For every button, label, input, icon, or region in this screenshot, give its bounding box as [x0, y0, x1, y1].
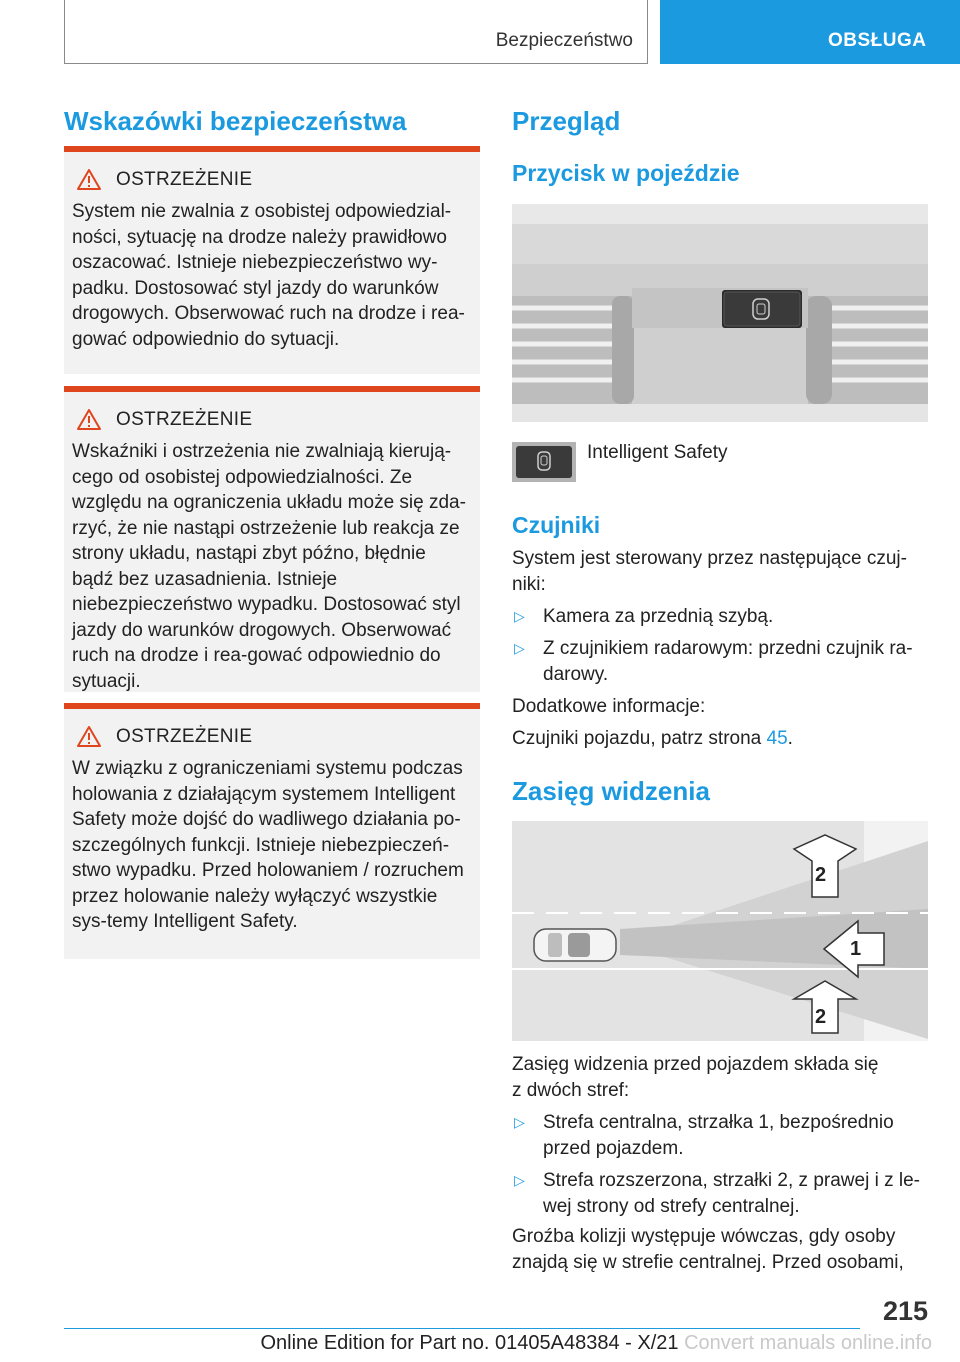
footer-rule — [64, 1328, 860, 1329]
list-item-text: Z czujnikiem radarowym: przedni czujnik ra-darowy. — [543, 638, 913, 685]
warning-label: OSTRZEŻENIE — [116, 168, 253, 190]
edition-text: Online Edition for Part no. 01405A48384 - X/21 — [260, 1332, 679, 1354]
car-icon — [534, 929, 616, 961]
watermark-text: Convert manuals online.info — [684, 1332, 932, 1354]
section-title: Bezpieczeństwo — [495, 30, 633, 51]
warning-text: W związku z ograniczeniami systemu podczas holowania z działającym systemem Intelligent Safety może dojść do wadliwego działania po-szczególnych funkcji. Istnieje niebezpieczeń-stwo wypadku. Przed holowaniem / rozruchem przez holowanie należy wyłączyć wszystkie sys-temy Intelligent Safety. — [72, 758, 464, 932]
warning-box-2 — [64, 386, 480, 692]
warning-label: OSTRZEŻENIE — [116, 408, 253, 430]
warning-text: System nie zwalnia z osobistej odpowiedzial-ności, sytuację na drodze należy prawidłowo oszacować. Istnieje niebezpieczeństwo wy-padku. Dostosować styl jazdy do warunków drogowych. Obserwować ruch na drodze i rea-gować odpowiednio do sytuacji. — [72, 201, 465, 350]
page-link[interactable]: 45 — [766, 728, 788, 749]
safety-notes-heading: Wskazówki bezpieczeństwa — [64, 106, 407, 136]
warning-triangle-icon — [76, 408, 102, 431]
reference-punctuation: . — [787, 728, 793, 749]
arrow-label: 2 — [815, 864, 827, 886]
closing-paragraph: Groźba kolizji występuje wówczas, gdy osoby znajdą się w strefie centralnej. Przed osobami, — [512, 1226, 904, 1273]
warning-triangle-icon — [76, 168, 102, 191]
warning-label: OSTRZEŻENIE — [116, 725, 253, 747]
list-item-text: Kamera za przednią szybą. — [543, 606, 774, 627]
bullet-triangle-icon: ▷ — [514, 640, 525, 656]
list-item-text: Strefa rozszerzona, strzałki 2, z prawej i z le-wej strony od strefy centralnej. — [543, 1170, 920, 1217]
button-caption: Intelligent Safety — [587, 442, 728, 463]
footer-edition — [64, 1332, 932, 1355]
bullet-triangle-icon: ▷ — [514, 1114, 525, 1130]
warning-text: Wskaźniki i ostrzeżenia nie zwalniają kierują-cego od osobistej odpowiedzialności. Ze względu na ograniczenia układu może się zda-rzyć, że nie nastąpi ostrzeżenie lub reakcja ze strony układu, nastąpi zbyt późno, błędnie bądź bez uzasadnienia. Istnieje niebezpieczeństwo wypadku. Dostosować styl jazdy do warunków drogowych. Obserwować ruch na drodze i rea-gować odpowiednio do sytuacji. — [72, 441, 466, 692]
intelligent-safety-button-icon — [512, 442, 576, 482]
reference-text: Czujniki pojazdu, patrz strona — [512, 728, 767, 749]
field-of-view-diagram — [512, 821, 928, 1041]
warning-box-3 — [64, 703, 480, 959]
dashboard-button-photo — [512, 204, 928, 422]
sensors-intro: System jest sterowany przez następujące czuj-niki: — [512, 548, 907, 595]
more-info-label: Dodatkowe informacje: — [512, 696, 706, 717]
list-item-text: Strefa centralna, strzałka 1, bezpośrednio przed pojazdem. — [543, 1112, 894, 1159]
list-item — [512, 1168, 928, 1219]
sensors-heading: Czujniki — [512, 512, 601, 538]
page-number: 215 — [882, 1296, 928, 1326]
field-of-view-heading: Zasięg widzenia — [512, 776, 710, 806]
bullet-triangle-icon: ▷ — [514, 1172, 525, 1188]
bullet-triangle-icon: ▷ — [514, 608, 525, 624]
chapter-tab[interactable] — [660, 0, 960, 64]
arrow-label: 1 — [850, 938, 862, 960]
header-section-box — [64, 0, 648, 64]
warning-box-1 — [64, 146, 480, 374]
list-item — [512, 636, 928, 687]
overview-heading: Przegląd — [512, 106, 621, 136]
warning-triangle-icon — [76, 725, 102, 748]
range-intro: Zasięg widzenia przed pojazdem składa się z dwóch stref: — [512, 1054, 879, 1101]
arrow-label: 2 — [815, 1006, 827, 1028]
chapter-tab-label: OBSŁUGA — [828, 30, 927, 51]
list-item — [512, 1110, 928, 1161]
vehicle-button-heading: Przycisk w pojeździe — [512, 160, 740, 186]
sensors-reference — [512, 726, 793, 752]
list-item — [512, 604, 928, 630]
